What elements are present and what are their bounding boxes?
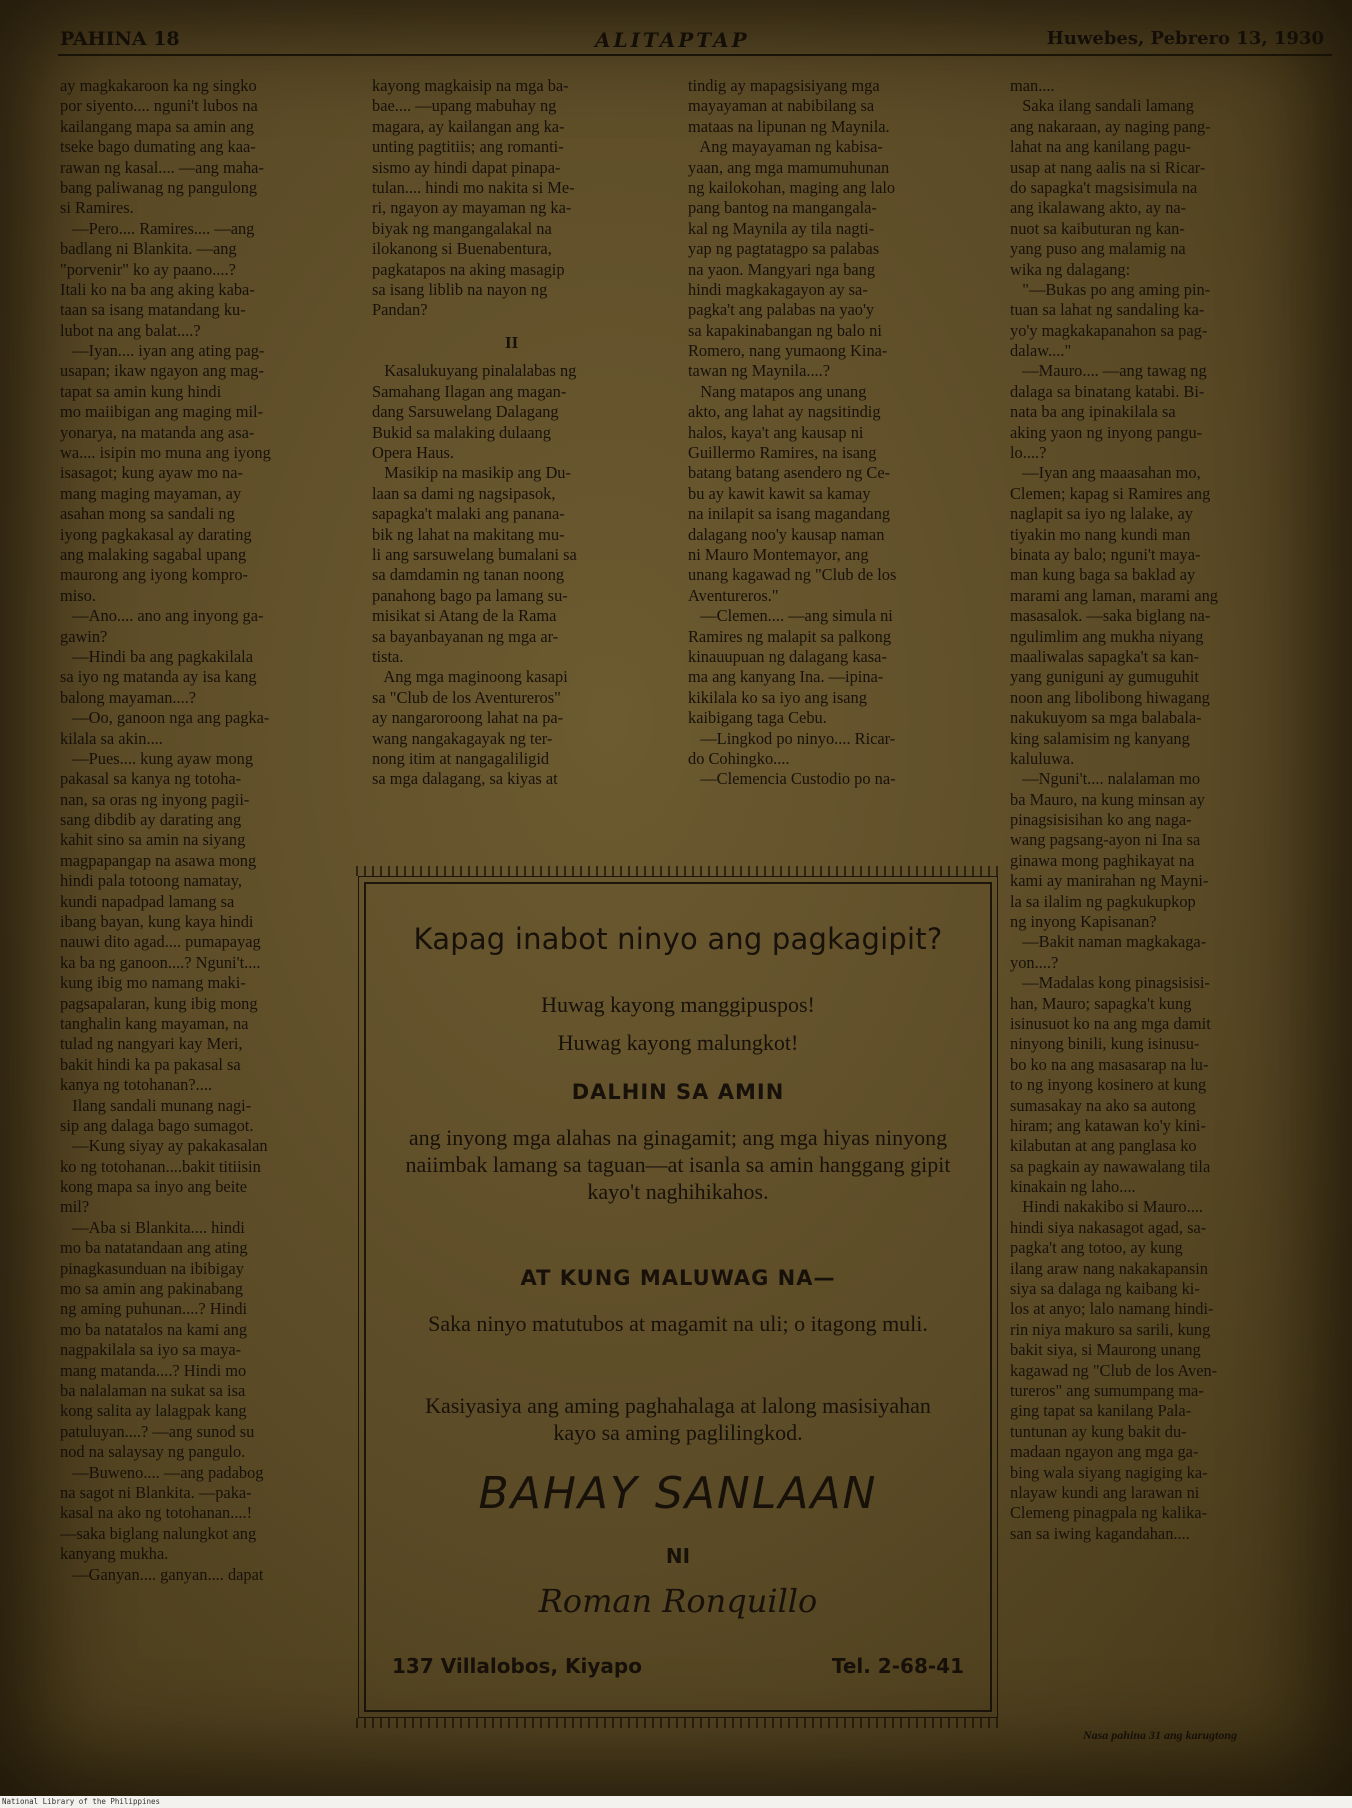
text-line: pagkatapos na aking masagip — [372, 259, 565, 279]
text-line: —Iyan.... iyan ang ating pag- — [60, 341, 265, 361]
text-line: pakasal sa kanya ng totoha- — [60, 769, 242, 789]
text-line: ng aming puhunan....? Hindi — [60, 1299, 248, 1319]
text-line: isinusuot ko na ang mga damit — [1010, 1013, 1211, 1033]
text-line: sismo ay hindi dapat pinapa- — [372, 157, 561, 177]
ad-body-3: Kasiyasiya ang aming paghahalaga at lalong masisiyahan kayo sa aming paglilingkod. — [425, 1393, 931, 1445]
text-line: ibang bayan, kung kaya hindi — [60, 912, 254, 932]
text-line: bang paliwanag ng pangulong — [60, 177, 258, 197]
text-line: li ang sarsuwelang bumalani sa — [372, 544, 577, 564]
text-line: to ng inyong kosinero at kung — [1010, 1075, 1207, 1095]
text-line: nakukuyom sa mga balabala- — [1010, 708, 1202, 728]
text-line: rawan ng kasal.... —ang maha- — [60, 157, 264, 177]
text-line: ang nakaraan, ay naging pang- — [1010, 116, 1211, 136]
text-line: "porvenir" ko ay paano....? — [60, 259, 236, 279]
ad-body-1: ang inyong mga alahas na ginagamit; ang mga hiyas ninyong naiimbak lamang sa taguan—at isanla sa amin hanggang gipit kayo't naghihikahos. — [405, 1125, 951, 1204]
text-line: maaliwalas sapagka't sa kan- — [1010, 646, 1200, 666]
text-line — [372, 341, 686, 361]
text-line: Aventureros." — [688, 585, 779, 605]
text-line: kami ay manirahan ng Mayni- — [1010, 871, 1209, 891]
text-line: kagawad ng "Club de los Aven- — [1010, 1360, 1218, 1380]
text-line: —Oo, ganoon nga ang pagka- — [60, 708, 270, 728]
text-line: ka ba ng ganoon....? Nguni't.... — [60, 952, 261, 972]
text-line: sa mga dalagang, sa kiyas at — [372, 769, 558, 789]
text-line: —Bakit naman magkakaga- — [1010, 932, 1207, 952]
text-line: mo ba natatalos na kami ang — [60, 1319, 248, 1339]
continuation-note: Nasa pahina 31 ang karugtong — [1082, 1728, 1238, 1742]
ad-headline: Kapag inabot ninyo ang pagkagipit? — [413, 922, 943, 956]
text-line: sa isang liblib na nayon ng — [372, 279, 548, 299]
text-line: akto, ang lahat ay nagsitindig — [688, 402, 881, 422]
text-line — [372, 321, 686, 341]
text-line: kikilala ko sa iyo ang isang — [688, 687, 867, 707]
text-line: kong salita ay lalagpak kang — [60, 1401, 247, 1421]
text-line: sa pagkain ay nawawalang tila — [1010, 1156, 1211, 1176]
text-line: ninyong binili, kung isinusu- — [1010, 1034, 1200, 1054]
text-line: iyong pagkakasal ay darating — [60, 524, 252, 544]
text-line: nuot sa kaibuturan ng kan- — [1010, 218, 1185, 238]
text-line: mayayaman at nabibilang sa — [688, 96, 875, 116]
text-line: tuan sa lahat ng sandaling ka- — [1010, 300, 1205, 320]
text-line: na sagot ni Blankita. —paka- — [60, 1482, 252, 1502]
text-line: ay nangaroroong lahat na pa- — [372, 708, 564, 728]
text-line: tulad ng nangyari kay Meri, — [60, 1034, 243, 1054]
text-line: yang puso ang malamig na — [1010, 239, 1186, 259]
text-line: misikat si Atang de la Rama — [372, 606, 557, 626]
text-line: Pandan? — [372, 300, 428, 320]
text-line: bik ng lahat na makitang mu- — [372, 524, 565, 544]
text-line: sumasakay na ako sa autong — [1010, 1095, 1196, 1115]
text-line: asahan mong sa sandali ng — [60, 504, 235, 524]
page-number: PAHINA 18 — [60, 28, 180, 50]
text-line: kahit sino sa amin na siyang — [60, 830, 246, 850]
ad-ornament-bottom — [356, 1718, 1000, 1728]
text-line: lo....? — [1010, 443, 1047, 463]
text-line: ma ang kanyang Ina. —ipina- — [688, 667, 884, 687]
text-line: kaibigang taga Cebu. — [688, 708, 827, 728]
text-line: —Ganyan.... ganyan.... dapat — [60, 1564, 264, 1584]
article-column-3 — [688, 76, 1010, 856]
text-line: la sa ilalim ng pagkukupkop — [1010, 891, 1196, 911]
text-line: nata ba ang ipinakilala sa — [1010, 402, 1176, 422]
text-line: dalagang noo'y kausap naman — [688, 524, 885, 544]
text-line: madaan ngayon ang mga ga- — [1010, 1442, 1199, 1462]
text-line: kaluluwa. — [1010, 748, 1075, 768]
text-line: han, Mauro; sapagka't kung — [1010, 993, 1192, 1013]
text-line: ilang araw nang nakakapansin — [1010, 1258, 1208, 1278]
ad-heading-2: AT KUNG MALUWAG NA— — [520, 1266, 836, 1290]
text-line: kanyang mukha. — [60, 1544, 169, 1564]
text-line: —Buweno.... —ang padabog — [60, 1462, 264, 1482]
text-line: biyak ng mangangalakal na — [372, 218, 552, 238]
ad-ni: NI — [665, 1544, 691, 1568]
header-rule — [58, 54, 1332, 56]
text-line: panahong bago pa lamang su- — [372, 585, 568, 605]
text-line: pagka't ang palabas na yao'y — [688, 300, 875, 320]
text-line: kasal na ako ng totohanan....! — [60, 1503, 253, 1523]
text-line: nong itim at nangagaliligid — [372, 748, 550, 768]
text-line: badlang ni Blankita. —ang — [60, 239, 237, 259]
ad-body-2: Saka ninyo matutubos at magamit na uli; o itagong muli. — [428, 1311, 928, 1336]
text-line: si Ramires. — [60, 198, 134, 218]
text-line: Itali ko na ba ang aking kaba- — [60, 279, 255, 299]
text-line: sa bayanbayanan ng mga ar- — [372, 626, 559, 646]
text-line: —Pues.... kung ayaw mong — [60, 748, 254, 768]
text-line: do Cohingko.... — [688, 748, 790, 768]
text-line: tanghalin kang mayaman, na — [60, 1013, 249, 1033]
text-line: —Mauro.... —ang tawag ng — [1010, 361, 1207, 381]
text-line: tindig ay mapagsisiyang mga — [688, 76, 880, 95]
text-line: noon ang libolibong hiwagang — [1010, 687, 1210, 707]
ad-ornament-top — [356, 866, 1000, 876]
text-line: ay magkakaroon ka ng singko — [60, 76, 257, 95]
text-line: tista. — [372, 646, 404, 666]
text-line: —Nguni't.... nalalaman mo — [1010, 769, 1201, 789]
text-line: —Madalas kong pinagsisisi- — [1010, 973, 1210, 993]
text-line: marami ang laman, marami ang — [1010, 585, 1218, 605]
text-line: laan sa dami ng nagsipasok, — [372, 483, 556, 503]
text-line: yo'y magkakapanahon sa pag- — [1010, 320, 1208, 340]
text-line: pang bantog na mangangala- — [688, 198, 877, 218]
text-line: kayong magkaisip na mga ba- — [372, 76, 569, 95]
text-line: yang guniguni ay gumuguhit — [1010, 667, 1199, 687]
text-line: mo sa amin ang pakinabang — [60, 1279, 243, 1299]
text-line: los at anyo; lalo namang hindi- — [1010, 1299, 1214, 1319]
text-line: pinagkasunduan na ibibigay — [60, 1258, 244, 1278]
text-line: ng inyong Kapisanan? — [1010, 912, 1157, 932]
masthead-title: ALITAPTAP — [595, 28, 750, 52]
text-line: —Kung siyay ay pakakasalan — [60, 1136, 268, 1156]
text-line: —Clemencia Custodio po na- — [688, 769, 896, 789]
text-line: kong mapa sa inyo ang beite — [60, 1177, 248, 1197]
text-line: isasagot; kung ayaw mo na- — [60, 463, 243, 483]
text-line: magara, ay kailangan ang ka- — [372, 116, 565, 136]
text-line: Bukid sa malaking dulaang — [372, 422, 551, 442]
text-line: por siyento.... nguni't lubos na — [60, 96, 258, 116]
text-line: bu ay kawit kawit sa kamay — [688, 483, 871, 503]
text-line: king salamisim ng kanyang — [1010, 728, 1190, 748]
text-line: Romero, nang yumaong Kina- — [688, 341, 888, 361]
text-line: tureros" ang sumumpang ma- — [1010, 1381, 1204, 1400]
text-line: nagpakilala sa iyo sa maya- — [60, 1340, 242, 1360]
text-line: balong mayaman....? — [60, 687, 197, 707]
pawnshop-advertisement — [364, 882, 992, 1712]
text-line: —Hindi ba ang pagkakilala — [60, 646, 253, 666]
text-line: batang batang asendero ng Ce- — [688, 463, 891, 483]
text-line: pinagsisisihan ko ang naga- — [1010, 810, 1192, 830]
text-line: Ramires ng malapit sa palkong — [688, 626, 892, 646]
text-line: "—Bukas po ang aming pin- — [1010, 279, 1211, 299]
archive-footer — [0, 1796, 1352, 1808]
text-line: aking yaon ng inyong pangu- — [1010, 422, 1203, 442]
text-line: ng kailokohan, maging ang lalo — [688, 177, 896, 197]
article-column-2 — [372, 76, 686, 856]
text-line: Masikip na masikip ang Du- — [372, 463, 571, 483]
text-line: unting pagtitiis; ang romanti- — [372, 137, 564, 157]
text-line: sa "Club de los Aventureros" — [372, 687, 561, 707]
archive-credit: National Library of the Philippines — [2, 1797, 161, 1806]
text-line: Saka ilang sandali lamang — [1010, 96, 1194, 116]
text-line: —Clemen.... —ang simula ni — [688, 606, 893, 626]
text-line: pagsapalaran, kung ibig mong — [60, 993, 258, 1013]
text-line: sa iyo ng matanda ay isa kang — [60, 667, 257, 687]
text-line: lahat na ang kanilang pagu- — [1010, 137, 1192, 157]
text-line: siya sa dalaga ng kaibang ki- — [1010, 1279, 1200, 1299]
text-line: tawan ng Maynila....? — [688, 361, 831, 381]
text-line: taan sa isang matandang ku- — [60, 300, 246, 320]
text-line: patuluyan....? —ang sunod su — [60, 1421, 255, 1441]
text-line: Kasalukuyang pinalalabas ng — [372, 361, 577, 381]
text-line: Guillermo Ramires, na isang — [688, 443, 877, 463]
text-line: —Iyan ang maaasahan mo, — [1010, 463, 1201, 483]
text-line: yon....? — [1010, 952, 1059, 972]
text-line: wika ng dalagang: — [1010, 259, 1131, 279]
text-line: yaan, ang mga mamumuhunan — [688, 157, 890, 177]
text-line: bae.... —upang mabuhay ng — [372, 96, 557, 116]
text-line: Ilang sandali munang nagi- — [60, 1095, 252, 1115]
text-line: san sa iwing kagandahan.... — [1010, 1523, 1190, 1543]
text-line: ang ikalawang akto, ay na- — [1010, 198, 1187, 218]
text-line: Clemeng pinagpala ng kalika- — [1010, 1503, 1208, 1523]
ad-line-1: Huwag kayong manggipuspos! — [541, 992, 815, 1017]
text-line: kilabutan at ang panglasa ko — [1010, 1136, 1197, 1156]
text-line: man kung baga sa baklad ay — [1010, 565, 1196, 585]
text-line: ba Mauro, na kung minsan ay — [1010, 789, 1205, 809]
text-line: unang kagawad ng "Club de los — [688, 565, 897, 585]
text-line: kung ibig mo namang maki- — [60, 973, 246, 993]
text-line: sang dibdib ay darating ang — [60, 810, 242, 830]
text-line: yonarya, na matanda ang asa- — [60, 422, 255, 442]
text-line: miso. — [60, 585, 96, 605]
text-line: tapat sa amin kung hindi — [60, 381, 222, 401]
text-line: lubot na ang balat....? — [60, 320, 201, 340]
text-line: binata ay balo; nguni't maya- — [1010, 544, 1201, 564]
text-line: mataas na lipunan ng Maynila. — [688, 116, 890, 136]
text-line: mo ba natatandaan ang ating — [60, 1238, 248, 1258]
text-line: sapagka't malaki ang panana- — [372, 504, 565, 524]
text-line: sip ang dalaga bago sumagot. — [60, 1115, 254, 1135]
text-line: do sapagka't magsisimula na — [1010, 177, 1198, 197]
text-line: wang nangakagayak ng ter- — [372, 728, 553, 748]
text-line: mo maiibigan ang maging mil- — [60, 402, 264, 422]
text-line: Hindi nakakibo si Mauro.... — [1010, 1197, 1204, 1217]
text-line: mang matanda....? Hindi mo — [60, 1360, 247, 1380]
text-line: na yaon. Mangyari nga bang — [688, 259, 876, 279]
text-line: kundi napadpad lamang sa — [60, 891, 235, 911]
ad-telephone: Tel. 2-68-41 — [831, 1654, 964, 1678]
text-line: maurong ang iyong kompro- — [60, 565, 249, 585]
text-line: nlayaw kundi ang larawan ni — [1010, 1482, 1200, 1502]
text-line: kinauupuan ng dalagang kasa- — [688, 646, 887, 666]
text-line: tiyakin mo nang kundi man — [1010, 524, 1191, 544]
ad-address: 137 Villalobos, Kiyapo — [392, 1654, 642, 1678]
text-line: nod na salaysay ng pangulo. — [60, 1442, 246, 1462]
text-line: —Pero.... Ramires.... —ang — [60, 218, 255, 238]
text-line: nauwi dito agad.... pumapayag — [60, 932, 261, 952]
text-line: —Lingkod po ninyo.... Ricar- — [688, 728, 896, 748]
text-line: kailangang mapa sa amin ang — [60, 116, 254, 136]
text-line: tulan.... hindi mo nakita si Me- — [372, 177, 575, 197]
text-line: nan, sa oras ng inyong pagii- — [60, 789, 250, 809]
ad-line-2: Huwag kayong malungkot! — [557, 1030, 799, 1055]
text-line: bo ko na ang masasarap na lu- — [1010, 1054, 1209, 1074]
text-line: hiram; ang katawan ko'y kini- — [1010, 1115, 1206, 1135]
text-line: masasalok. —saka biglang na- — [1010, 606, 1211, 626]
text-line: dang Sarsuwelang Dalagang — [372, 402, 559, 422]
section-numeral: II — [505, 333, 519, 352]
text-line: sa kapakinabangan ng balo ni — [688, 320, 882, 340]
text-line: ang malaking sagabal upang — [60, 544, 247, 564]
text-line: magpapangap na asawa mong — [60, 850, 257, 870]
text-line: bakit hindi ka pa pakasal sa — [60, 1054, 241, 1074]
issue-date: Huwebes, Pebrero 13, 1930 — [1046, 28, 1324, 49]
text-line: ni Mauro Montemayor, ang — [688, 544, 869, 564]
text-line: naglapit sa iyo ng lalake, ay — [1010, 504, 1193, 524]
text-line: bing wala siyang nagiging ka- — [1010, 1462, 1208, 1482]
text-line: tseke bago dumating ang kaa- — [60, 137, 256, 157]
text-line: hindi siya nakasagot agad, sa- — [1010, 1217, 1207, 1237]
text-line: kal ng Maynila ay tila nagti- — [688, 218, 875, 238]
text-line: dalaw...." — [1010, 341, 1072, 361]
text-line: —saka biglang nalungkot ang — [60, 1523, 257, 1543]
text-line: Ang mga maginoong kasapi — [372, 667, 568, 687]
text-line: usap at nang aalis na si Ricar- — [1010, 157, 1206, 177]
text-line: —Aba si Blankita.... hindi — [60, 1217, 245, 1237]
text-line: —Ano.... ano ang inyong ga- — [60, 606, 264, 626]
ad-owner-name: Roman Ronquillo — [538, 1582, 818, 1620]
text-line: ba nalalaman na sukat sa isa — [60, 1381, 246, 1400]
text-line: ging tapat sa kanilang Pala- — [1010, 1401, 1192, 1421]
article-column-1 — [60, 76, 358, 1766]
text-line: gawin? — [60, 626, 108, 646]
text-line: hindi magkakagayon ay sa- — [688, 279, 868, 299]
text-line: ginawa mong paghikayat na — [1010, 850, 1195, 870]
ad-heading-1: DALHIN SA AMIN — [571, 1080, 785, 1104]
text-line: Samahang Ilagan ang magan- — [372, 381, 567, 401]
text-line: tuntunan ay kung bakit du- — [1010, 1421, 1187, 1441]
text-line: na inilapit sa isang magandang — [688, 504, 891, 524]
text-line: Nang matapos ang unang — [688, 381, 867, 401]
text-line: hindi pala totoong namatay, — [60, 871, 242, 891]
text-line: Opera Haus. — [372, 443, 454, 463]
text-line: ilokanong si Buenabentura, — [372, 239, 552, 259]
text-line: halos, kaya't ang kausap ni — [688, 422, 864, 442]
text-line: bakit siya, si Maurong unang — [1010, 1340, 1201, 1360]
text-line: pagka't ang totoo, ay kung — [1010, 1238, 1183, 1258]
text-line: kanya ng totohanan?.... — [60, 1075, 213, 1095]
text-line: mil? — [60, 1197, 90, 1217]
text-line: rin niya makuro sa sarili, kung — [1010, 1319, 1211, 1339]
text-line: wa.... isipin mo muna ang iyong — [60, 443, 271, 463]
text-line: dalaga sa binatang katabi. Bi- — [1010, 381, 1205, 401]
text-line: ko ng totohanan....bakit titiisin — [60, 1156, 261, 1176]
text-line: sa damdamin ng tanan noong — [372, 565, 565, 585]
text-line: usapan; ikaw ngayon ang mag- — [60, 361, 264, 381]
text-line: kilala sa akin.... — [60, 728, 163, 748]
text-line: ri, ngayon ay mayaman ng ka- — [372, 198, 572, 218]
text-line: wang pagsang-ayon ni Ina sa — [1010, 830, 1201, 850]
article-column-4 — [1010, 76, 1340, 1756]
text-line: Clemen; kapag si Ramires ang — [1010, 483, 1211, 503]
text-line: man.... — [1010, 76, 1055, 95]
text-line: mang maging mayaman, ay — [60, 483, 242, 503]
ad-brand-name: BAHAY SANLAAN — [478, 1468, 878, 1519]
text-line: Ang mayayaman ng kabisa- — [688, 137, 883, 157]
text-line: yap ng pagtatagpo sa palabas — [688, 239, 880, 259]
text-line: ngulimlim ang mukha niyang — [1010, 626, 1204, 646]
text-line: kinakain ng laho.... — [1010, 1177, 1136, 1197]
